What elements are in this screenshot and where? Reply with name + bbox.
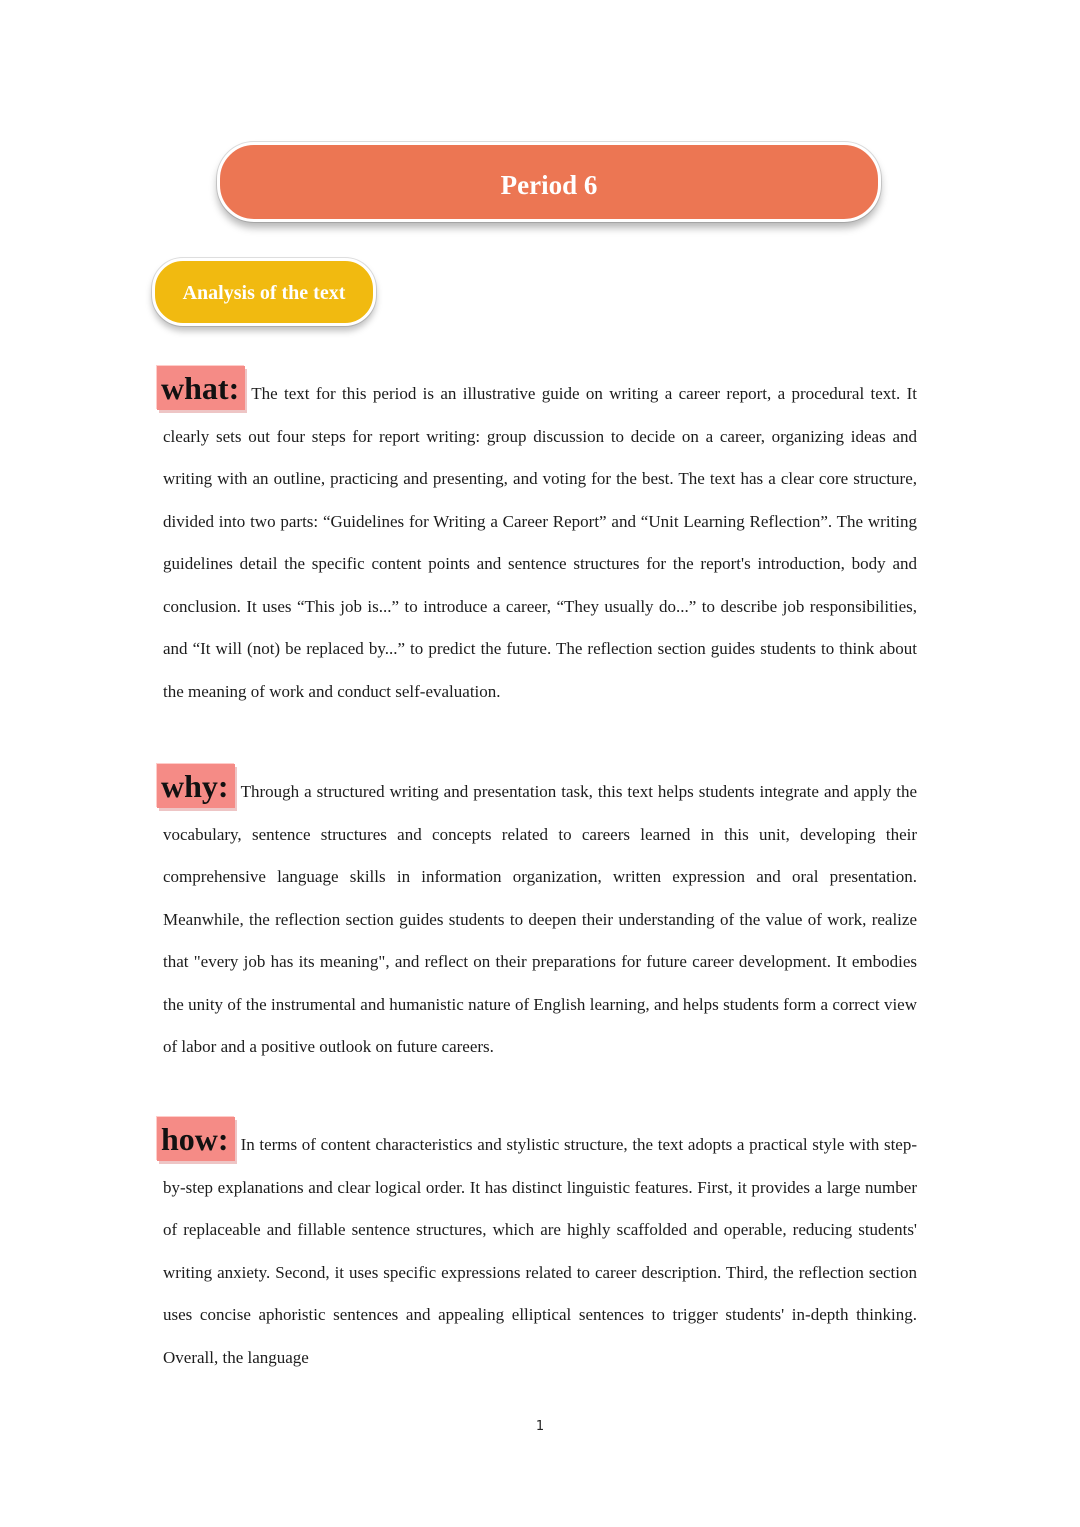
what-tag: what: xyxy=(157,366,245,410)
why-text: Through a structured writing and presentation task, this text helps students integrate and apply the vocabulary, sentence structures and concepts related to careers learned in this unit, developing their comprehensive language skills in information organization, written expression and oral presentation. Meanwhile, the reflection section guides students to deepen their understanding of the value of work, realize that "every job has its meaning", and reflect on their preparations for future career development. It embodies the unity of the instrumental and humanistic nature of English learning, and helps students form a correct view of labor and a positive outlook on future careers. xyxy=(163,782,917,1056)
section-label: Analysis of the text xyxy=(182,282,346,304)
why-tag: why: xyxy=(157,764,235,808)
how-text: In terms of content characteristics and stylistic structure, the text adopts a practical style with step-by-step explanations and clear logical order. It has distinct linguistic features. First, it provides a large number of replaceable and fillable sentence structures, which are highly scaffolded and operable, reducing students' writing anxiety. Second, it uses specific expressions related to career description. Third, the reflection section uses concise aphoristic sentences and appealing elliptical sentences to trigger students' in-depth thinking. Overall, the language xyxy=(163,1135,917,1367)
what-text: The text for this period is an illustrative guide on writing a career report, a procedural text. It clearly sets out four steps for report writing: group discussion to decide on a career, organizing ideas and writing with an outline, practicing and presenting, and voting for the best. The text has a clear core structure, divided into two parts: “Guidelines for Writing a Career Report” and “Unit Learning Reflection”. The writing guidelines detail the specific content points and sentence structures for the report's introduction, body and conclusion. It uses “This job is...” to introduce a career, “They usually do...” to describe job responsibilities, and “It will (not) be replaced by...” to predict the future. The reflection section guides students to think about the meaning of work and conduct self-evaluation. xyxy=(163,384,917,701)
page-number: 1 xyxy=(535,1419,545,1434)
why-paragraph xyxy=(163,764,917,1069)
why-section xyxy=(163,764,917,1069)
period-title-banner xyxy=(217,142,881,222)
how-paragraph xyxy=(163,1117,917,1379)
what-section xyxy=(163,366,917,713)
how-tag: how: xyxy=(157,1117,235,1161)
how-section xyxy=(163,1117,917,1379)
section-label-pill xyxy=(152,258,376,326)
page-title: Period 6 xyxy=(500,170,598,200)
what-paragraph xyxy=(163,366,917,713)
